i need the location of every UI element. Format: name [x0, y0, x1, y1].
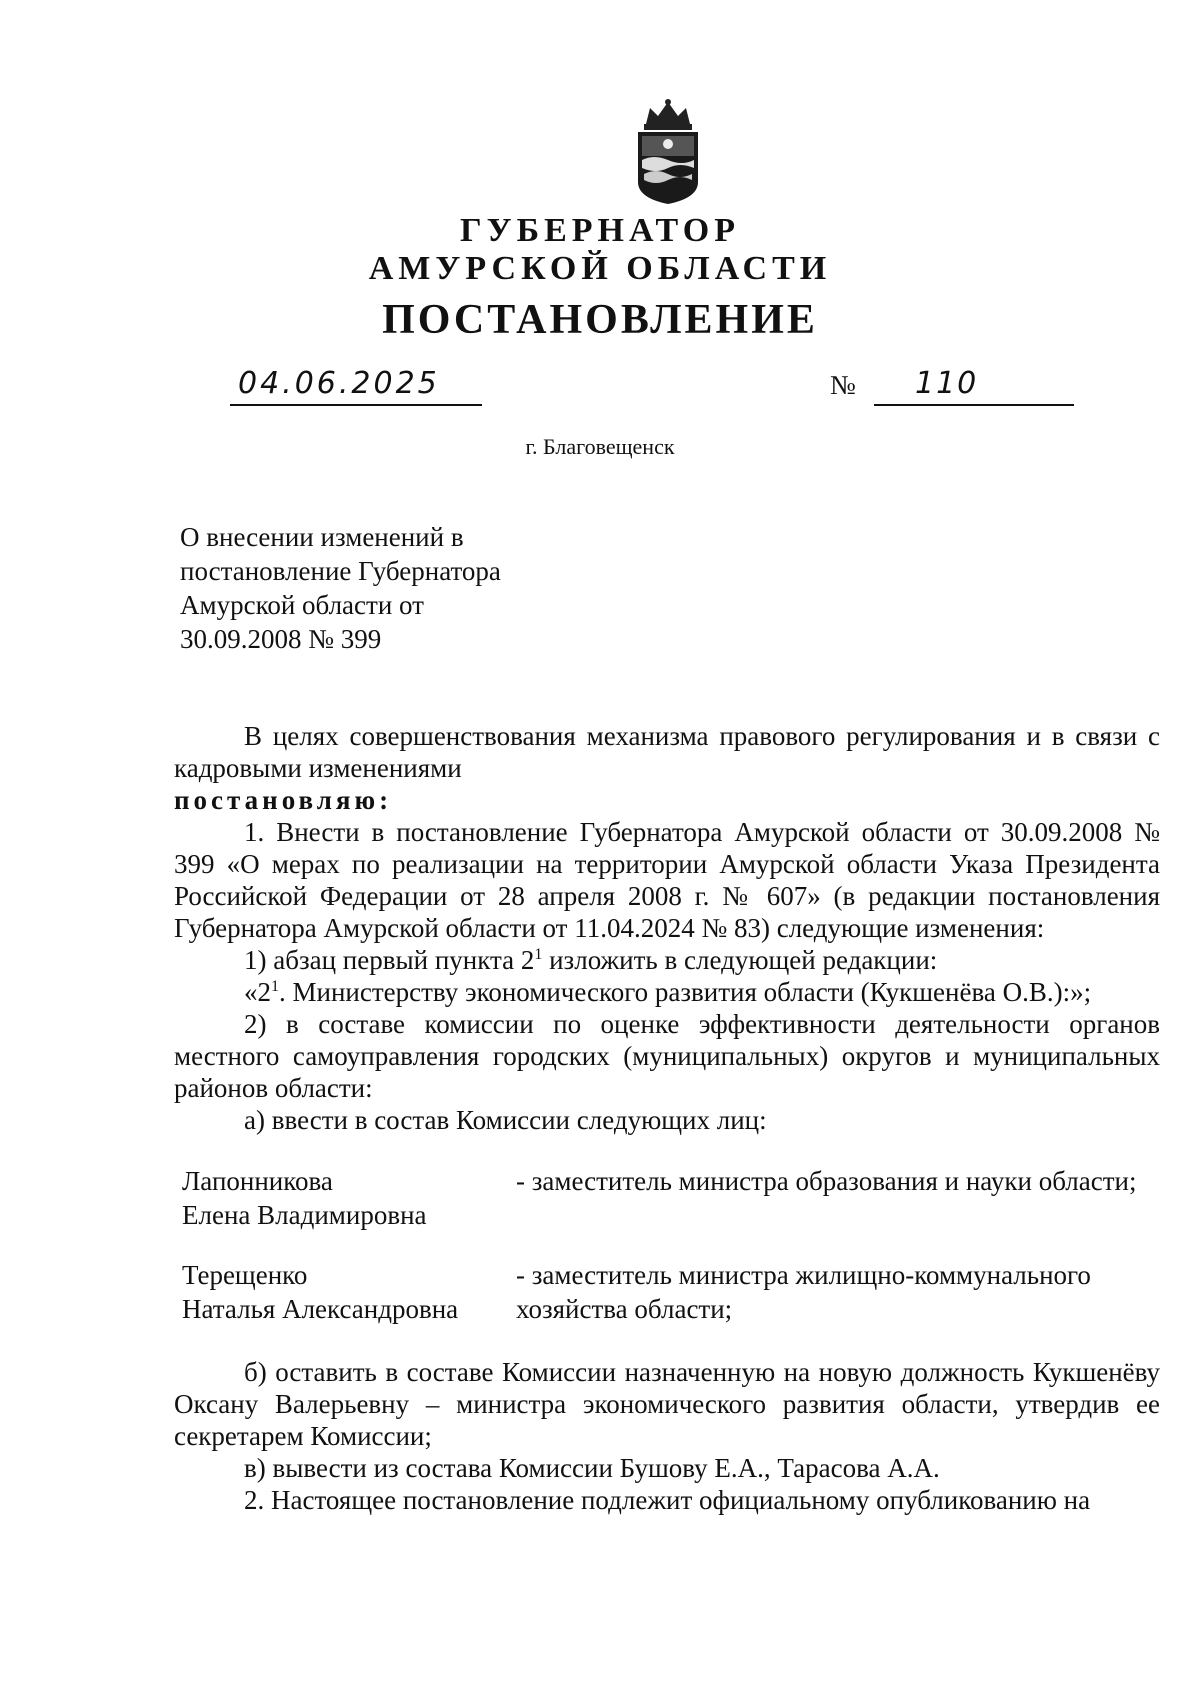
clause-1-2-a: а) ввести в состав Комиссии следующих лиц:	[244, 1105, 767, 1135]
number-underline	[874, 404, 1074, 406]
member-name	[182, 1258, 516, 1326]
number-sign: №	[830, 370, 856, 400]
clause-1-1-quote	[174, 976, 1160, 1008]
subject-line: О внесении изменений в	[180, 522, 464, 552]
member-given-names: Наталья Александровна	[182, 1294, 459, 1324]
subject-line: Амурской области от	[180, 590, 424, 620]
subject-line: постановление Губернатора	[180, 556, 501, 586]
clause-1: 1. Внести в постановление Губернатора Амурской области от 30.09.2008 № 399 «О мерах по реализации на территории Амурской области Указа Президента Российской Федерации от 28 апреля 2008 г. № 607» (в редакции постановления Губернатора Амурской области от 11.04.2024 № 83) следующие изменения:	[174, 817, 1160, 943]
clause-1-2: 2) в составе комиссии по оценке эффективности деятельности органов местного самоуправления городских (муниципальных) округов и муниципальных районов области:	[174, 1009, 1160, 1103]
members-list	[182, 1164, 1160, 1326]
superscript: 1	[534, 946, 543, 963]
document-number: 110	[915, 366, 979, 401]
date-underline	[230, 404, 482, 406]
clause-1-2-b: б) оставить в составе Комиссии назначенную на новую должность Кукшенёву Оксану Валерьевну – министра экономического развития области, утвердив ее секретарем Комиссии;	[174, 1357, 1160, 1451]
superscript: 1	[271, 978, 279, 995]
clause-text: «2	[244, 977, 271, 1007]
clause-2: 2. Настоящее постановление подлежит официальному опубликованию на	[244, 1485, 1091, 1515]
member-row	[182, 1164, 1160, 1232]
clause-1-1	[174, 944, 1160, 976]
member-row	[182, 1258, 1160, 1326]
member-surname: Лапонникова	[182, 1166, 333, 1196]
intro-paragraph: В целях совершенствования механизма правового регулирования и в связи с кадровыми изменениями	[174, 721, 1160, 783]
member-surname: Терещенко	[182, 1260, 308, 1290]
member-role: - заместитель министра образования и науки области;	[516, 1166, 1137, 1196]
resolve-word: постановляю:	[174, 785, 393, 815]
issuer-region: АМУРСКОЙ ОБЛАСТИ	[368, 250, 832, 287]
member-role: - заместитель министра жилищно-коммунального хозяйства области;	[516, 1260, 1091, 1324]
member-given-names: Елена Владимировна	[182, 1200, 427, 1230]
document-subject	[180, 520, 580, 656]
clause-text: . Министерству экономического развития области (Кукшенёва О.В.):»;	[279, 977, 1092, 1007]
issuer-title: ГУБЕРНАТОР	[460, 212, 740, 249]
document-date: 04.06.2025	[238, 366, 440, 401]
clause-1-2-v: в) вывести из состава Комиссии Бушову Е.А., Тарасова А.А.	[244, 1453, 940, 1483]
clause-text: изложить в следующей редакции:	[542, 945, 938, 975]
document-type: ПОСТАНОВЛЕНИЕ	[382, 297, 818, 343]
document-body	[174, 720, 1160, 1516]
clause-text: 1) абзац первый пункта 2	[244, 945, 535, 975]
city: г. Благовещенск	[525, 434, 675, 459]
member-name	[182, 1164, 516, 1232]
amur-region-coat-of-arms-icon	[632, 98, 704, 206]
subject-line: 30.09.2008 № 399	[180, 624, 382, 654]
